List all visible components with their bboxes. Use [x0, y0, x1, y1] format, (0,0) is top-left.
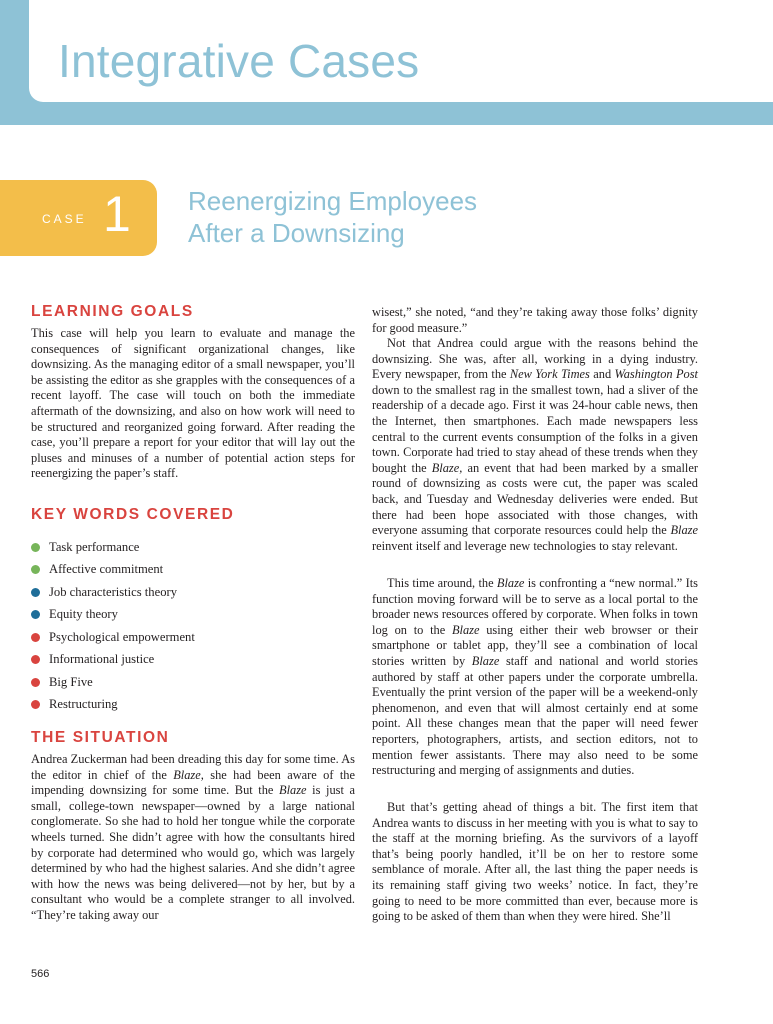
- bullet-dot-icon: [31, 700, 40, 709]
- page-title: Integrative Cases: [58, 35, 420, 87]
- key-word-item: [31, 536, 195, 559]
- page-number: 566: [31, 968, 50, 980]
- text-run: is confronting a “new normal.” Its function moving forward will be to serve as a local portal to the broader news resources offered by corporate. When folks in town log on to the: [372, 576, 698, 637]
- text-run: is just a small, college-town newspaper—owned by a large national conglomerate. So she had to hold her tongue while the corporate wheels turned. She didn’t agree with how the consultants hired by corporate had determined who would go, which was largely determined by who had the highest salaries. And she didn’t agree with how the news was being delivered—not by her, but by a consultant who would be a complete stranger to all involved. “They’re taking away our: [31, 783, 355, 922]
- key-word-item: [31, 649, 195, 672]
- key-word-item: [31, 604, 195, 627]
- bullet-dot-icon: [31, 678, 40, 687]
- key-word-label: Big Five: [49, 674, 93, 689]
- key-word-label: Affective commitment: [49, 562, 164, 577]
- text-run: she had been aware of the impending downsizing for some time. But the: [31, 767, 355, 798]
- publication-name: Blaze: [471, 653, 500, 668]
- right-paragraph-2: [372, 336, 698, 554]
- bullet-dot-icon: [31, 655, 40, 664]
- key-word-label: Restructuring: [49, 697, 118, 712]
- case-title-line-1: Reenergizing Employees: [188, 186, 478, 216]
- bullet-dot-icon: [31, 588, 40, 597]
- text-run: staff and national and world stories authored by staff at other papers under the corporate umbrella. Eventually the print version of the paper will be a weekend-only phenomenon, and even that will almost certainly end at some point. All these changes mean that the paper will need fewer reporters, photographers, artists, and section editors, not to mention fewer assistants. There may also need to be some restructuring and merging of assignments and duties.: [372, 653, 698, 778]
- case-number: 1: [103, 186, 131, 242]
- publication-name: New York Times: [509, 367, 590, 382]
- bullet-dot-icon: [31, 610, 40, 619]
- bullet-dot-icon: [31, 633, 40, 642]
- learning-goals-heading: LEARNING GOALS: [31, 303, 194, 320]
- key-words-heading: KEY WORDS COVERED: [31, 506, 235, 523]
- publication-name: Blaze: [279, 783, 307, 798]
- publication-name: Blaze,: [431, 460, 463, 475]
- key-word-label: Task performance: [49, 539, 140, 554]
- bullet-dot-icon: [31, 565, 40, 574]
- key-word-label: Informational justice: [49, 652, 155, 667]
- key-word-item: [31, 581, 195, 604]
- learning-goals-text: This case will help you learn to evaluate and manage the consequences of significant organizational changes, like downsizing. As the managing editor of a small newspaper, you’ll be assisting the editor as she grapples with the consequences of a recent layoff. The case will touch on both the immediate aftermath of the downsizing, and also on how work will need to be structured and reorganized going forward. After reading the case, you’ll prepare a report for your editor that will lay out the pluses and minuses of a number of potential action steps for reenergizing the paper’s staff.: [31, 326, 355, 481]
- case-title-line-2: After a Downsizing: [188, 218, 405, 248]
- key-word-label: Equity theory: [49, 607, 118, 622]
- key-word-item: [31, 671, 195, 694]
- key-word-item: [31, 626, 195, 649]
- text-run: using either their web browser or their smartphone or tablet app, they’ll see a combination of local stories written by: [372, 622, 698, 668]
- case-title: [188, 185, 477, 249]
- key-word-item: [31, 559, 195, 582]
- text-run: Not that Andrea could argue with the reasons behind the downsizing. She was, after all, working in a dying industry. Every newspaper, from the: [372, 336, 698, 382]
- text-run: and: [589, 367, 615, 382]
- publication-name: Blaze,: [173, 767, 204, 782]
- case-label: CASE: [42, 212, 87, 226]
- publication-name: Blaze: [670, 523, 698, 538]
- publication-name: Washington Post: [614, 367, 698, 382]
- text-run: reinvent itself and leverage new technologies to stay relevant.: [372, 538, 678, 553]
- right-paragraph-3: [372, 576, 698, 779]
- key-word-label: Job characteristics theory: [49, 584, 177, 599]
- situation-paragraph: [31, 752, 355, 924]
- text-run: Andrea Zuckerman had been dreading this day for some time. As the editor in chief of the: [31, 752, 355, 782]
- key-word-label: Psychological empowerment: [49, 629, 195, 644]
- text-run: an event that had been marked by a smaller round of downsizing as costs were cut, the paper was scaled back, and Tuesday and Wednesday deliveries were ended. But there had been hope associated with those changes, with everyone assuming that corporate resources could help the: [372, 460, 698, 538]
- right-paragraph-1: wisest,” she noted, “and they’re taking away those folks’ dignity for good measure.”: [372, 305, 698, 335]
- key-words-list: [31, 536, 195, 716]
- publication-name: Blaze: [496, 576, 525, 590]
- key-word-item: [31, 694, 195, 717]
- text-run: down to the smallest rag in the smallest town, had a sliver of the readership of a decade ago. First it was 24-hour cable news, then the Internet, then smartphones. Each made newspapers less central to the current events consumption of the folks in a given town. Corporate had tried to stay ahead of these trends when they bought the: [372, 382, 698, 475]
- right-paragraph-4: But that’s getting ahead of things a bit. The first item that Andrea wants to discuss in her meeting with you is what to say to the staff at the morning briefing. As the survivors of a layoff that’s being poorly handled, it’ll be on her to restore some semblance of morale. After all, the last thing the paper needs is its remaining staff giving two weeks’ notice. In fact, they’re going to need to be more committed than ever, because more is going to be asked of them than when they were hired. She’ll: [372, 800, 698, 924]
- publication-name: Blaze: [451, 622, 480, 637]
- text-run: This time around, the: [387, 576, 497, 590]
- bullet-dot-icon: [31, 543, 40, 552]
- situation-heading: THE SITUATION: [31, 729, 170, 746]
